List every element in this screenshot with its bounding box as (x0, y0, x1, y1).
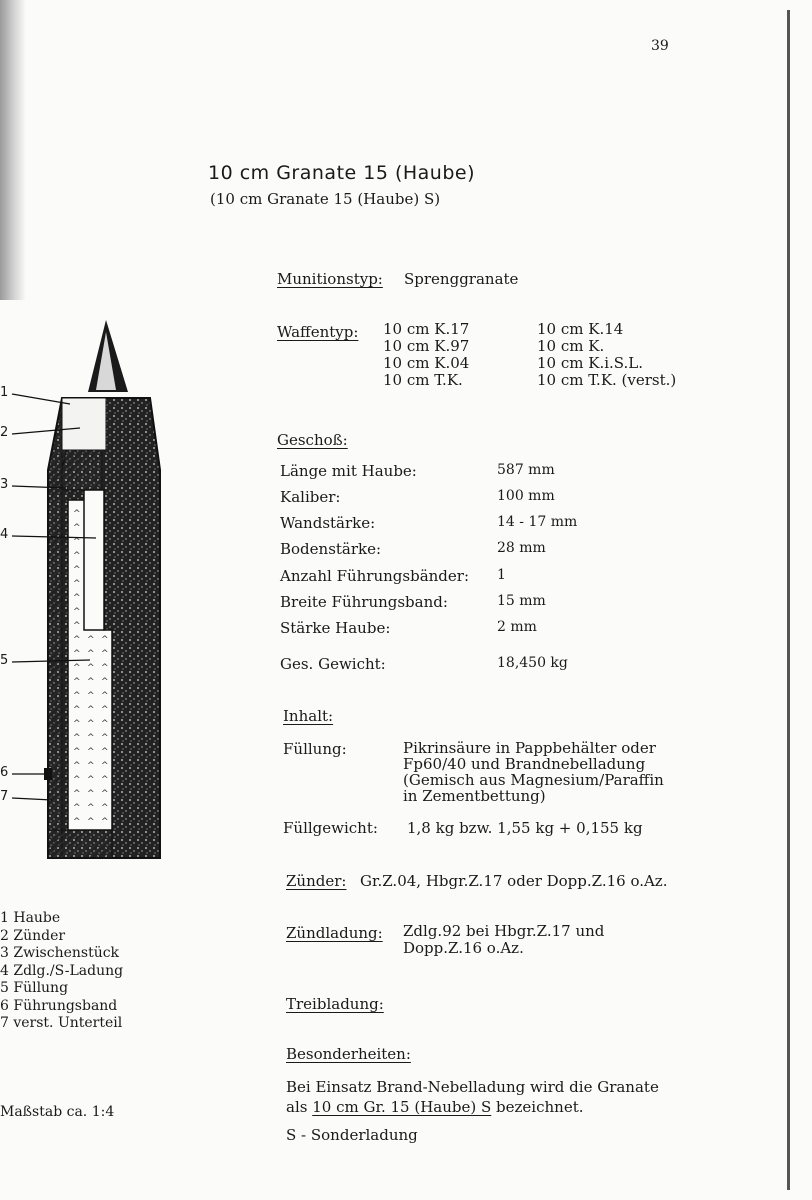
munitionstyp-value: Sprenggranate (404, 270, 519, 288)
waffentyp-col2 (537, 321, 676, 389)
spec-value: 14 - 17 mm (497, 514, 578, 530)
waffentyp-item: 10 cm K.17 (383, 320, 470, 338)
treibladung-label: Treibladung: (286, 995, 384, 1013)
inhalt-heading: Inhalt: (283, 707, 334, 725)
munitionstyp-label: Munitionstyp: (277, 270, 383, 288)
scan-edge (787, 10, 790, 1190)
zuender-label: Zünder: (286, 872, 347, 890)
besonderheiten-line: Bei Einsatz Brand-Nebelladung wird die Granate (286, 1078, 659, 1096)
waffentyp-item: 10 cm K.04 (383, 354, 470, 372)
spec-label: Wandstärke: (280, 514, 376, 532)
zuendladung-line: Dopp.Z.16 o.Az. (403, 939, 524, 957)
scan-shadow (0, 0, 26, 300)
spec-label: Bodenstärke: (280, 540, 382, 558)
spec-value: 1 (497, 567, 506, 583)
spec-value: 15 mm (497, 593, 546, 609)
legend-item: 5 Füllung (0, 980, 69, 996)
text-fragment: als (286, 1098, 313, 1116)
waffentyp-col1 (383, 321, 469, 389)
spec-label: Länge mit Haube: (280, 462, 417, 480)
page-number: 39 (651, 38, 669, 54)
waffentyp-label: Waffentyp: (277, 323, 359, 341)
zuendladung-line: Zdlg.92 bei Hbgr.Z.17 und (403, 922, 605, 940)
spec-value: 28 mm (497, 540, 546, 556)
page-title: 10 cm Granate 15 (Haube) (208, 162, 476, 184)
callout-number: 5 (0, 653, 9, 668)
fuellung-line: Pikrinsäure in Pappbehälter oder (403, 739, 656, 757)
fuellung-label: Füllung: (283, 740, 347, 758)
fuellgewicht-label: Füllgewicht: (283, 819, 378, 837)
text-fragment: bezeichnet. (491, 1098, 584, 1116)
callout-number: 4 (0, 527, 9, 542)
besonderheiten-line: S - Sonderladung (286, 1126, 418, 1144)
spec-label: Anzahl Führungsbänder: (280, 567, 469, 585)
scale-note: Maßstab ca. 1:4 (0, 1104, 115, 1120)
callout-number: 3 (0, 477, 9, 492)
callout-number: 1 (0, 385, 9, 400)
fuellung-line: Fp60/40 und Brandnebelladung (403, 755, 646, 773)
spec-value: 18,450 kg (497, 655, 568, 671)
page-subtitle: (10 cm Granate 15 (Haube) S) (210, 190, 441, 208)
waffentyp-item: 10 cm K.14 (537, 320, 624, 338)
legend-item: 7 verst. Unterteil (0, 1015, 123, 1031)
waffentyp-item: 10 cm T.K. (verst.) (537, 371, 677, 389)
spec-value: 100 mm (497, 488, 555, 504)
spec-value: 2 mm (497, 619, 537, 635)
waffentyp-item: 10 cm T.K. (383, 371, 463, 389)
diagram-legend (0, 910, 123, 1033)
fuellung-line: in Zementbettung) (403, 787, 546, 805)
fuellung-line: (Gemisch aus Magnesium/Paraffin (403, 771, 664, 789)
waffentyp-item: 10 cm K.i.S.L. (537, 354, 644, 372)
fuellgewicht-value: 1,8 kg bzw. 1,55 kg + 0,155 kg (407, 819, 643, 837)
besonderheiten-line (286, 1098, 584, 1116)
spec-label: Ges. Gewicht: (280, 655, 386, 673)
zuender-value: Gr.Z.04, Hbgr.Z.17 oder Dopp.Z.16 o.Az. (360, 872, 668, 890)
legend-item: 2 Zünder (0, 927, 66, 944)
callout-number: 7 (0, 789, 9, 804)
besonderheiten-heading: Besonderheiten: (286, 1045, 411, 1063)
geschoss-heading: Geschoß: (277, 431, 348, 449)
waffentyp-item: 10 cm K.97 (383, 337, 470, 355)
callout-number: 6 (0, 765, 9, 780)
legend-item: 6 Führungsband (0, 997, 118, 1014)
legend-item: 4 Zdlg./S-Ladung (0, 962, 124, 979)
legend-item: 1 Haube (0, 910, 61, 926)
designation: 10 cm Gr. 15 (Haube) S (312, 1098, 492, 1116)
zuendladung-text (403, 923, 604, 957)
callout-number: 2 (0, 425, 9, 440)
shell-diagram (0, 310, 170, 870)
zuendladung-label: Zündladung: (286, 924, 383, 942)
spec-label: Stärke Haube: (280, 619, 391, 637)
legend-item: 3 Zwischenstück (0, 945, 120, 961)
spec-value: 587 mm (497, 462, 555, 478)
fuellung-text (403, 740, 664, 804)
waffentyp-item: 10 cm K. (537, 337, 605, 355)
spec-label: Kaliber: (280, 488, 341, 506)
spec-label: Breite Führungsband: (280, 593, 448, 611)
